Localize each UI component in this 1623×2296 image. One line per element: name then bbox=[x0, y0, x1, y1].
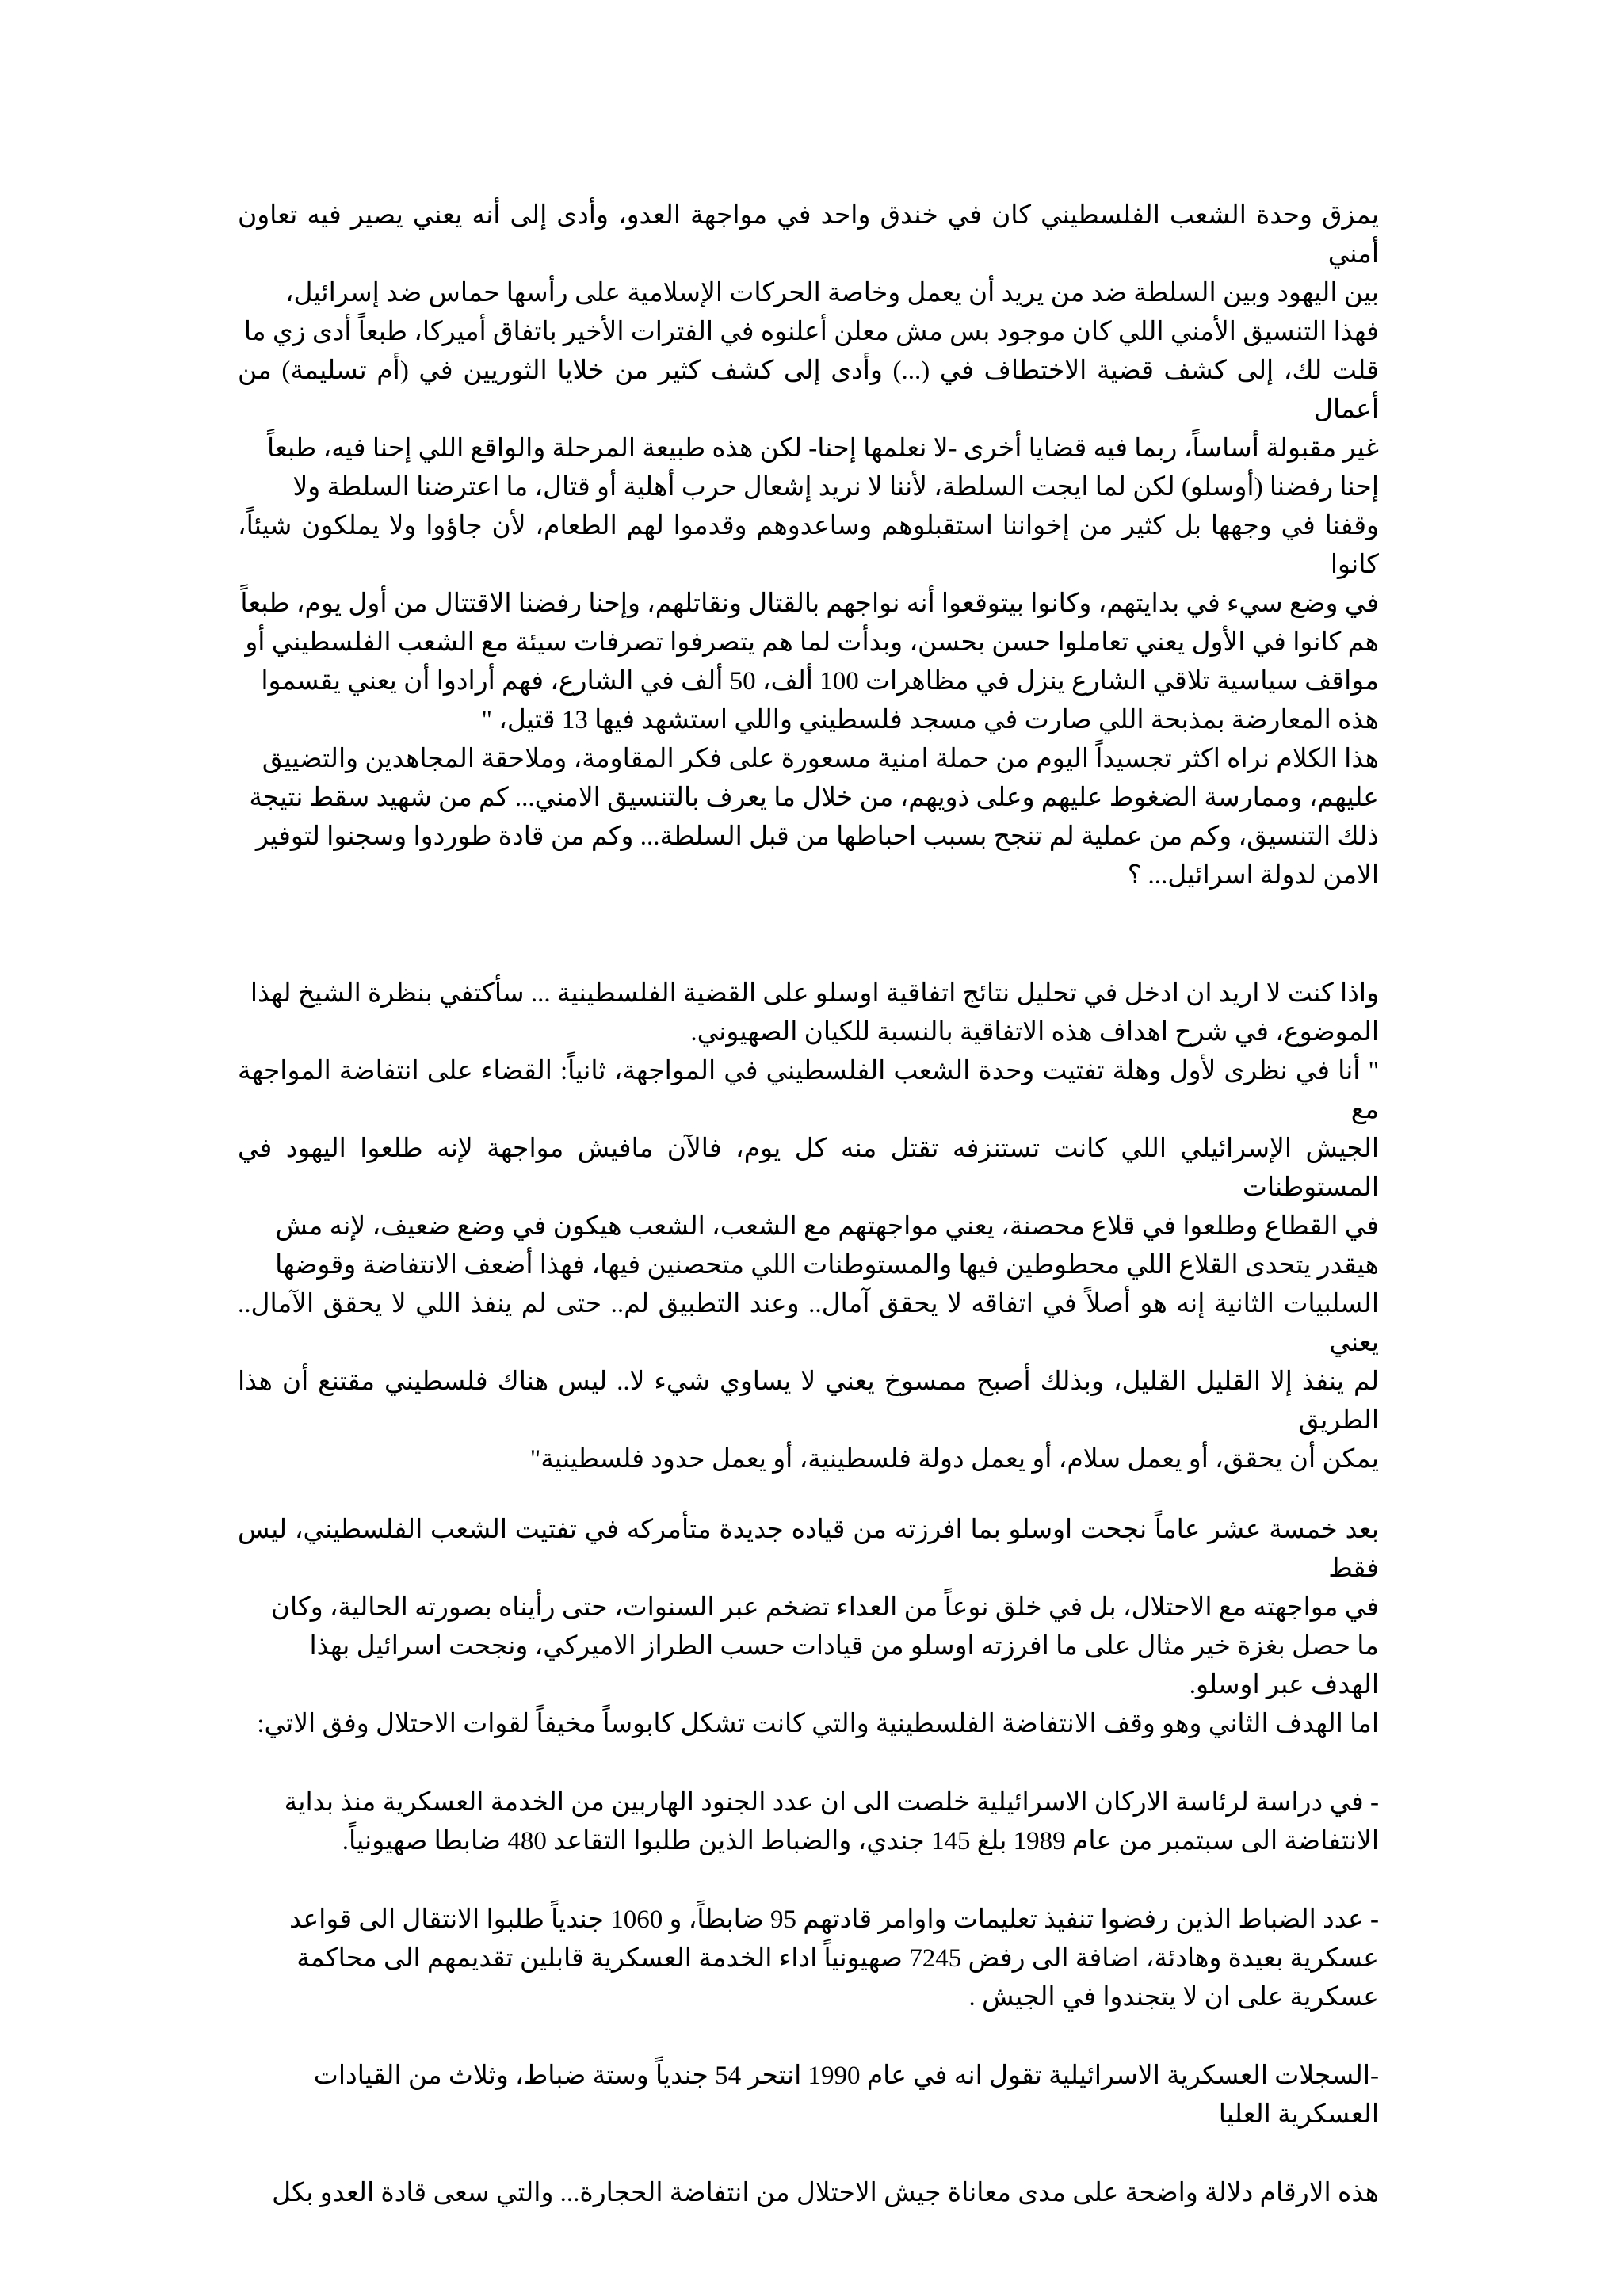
text-line: واذا كنت لا اريد ان ادخل في تحليل نتائج اتفاقية اوسلو على القضية الفلسطينية ... سأكتفي بنظرة الشيخ لهذا bbox=[250, 979, 1379, 1008]
text-line: إحنا رفضنا (أوسلو) لكن لما ايجت السلطة، لأننا لا نريد إشعال حرب أهلية أو قتال، ما اعترضنا السلطة ولا bbox=[292, 473, 1379, 502]
text-line: هم كانوا في الأول يعني تعاملوا حسن بحسن، وبدأت لما هم يتصرفوا تصرفات سيئة مع الشعب الفلسطيني أو bbox=[245, 628, 1379, 657]
text-line: - عدد الضباط الذين رفضوا تنفيذ تعليمات واوامر قادتهم 95 ضابطاً، و 1060 جندياً طلبوا الانتقال الى قواعد bbox=[289, 1905, 1379, 1934]
spacer bbox=[238, 1744, 1379, 1783]
spacer bbox=[238, 1861, 1379, 1901]
text-line: اما الهدف الثاني وهو وقف الانتفاضة الفلسطينية والتي كانت تشكل كابوساً مخيفاً لقوات الاحتلال وفق الاتي: bbox=[257, 1710, 1379, 1738]
paragraph-6 bbox=[238, 1705, 1379, 1744]
document-page bbox=[238, 196, 1379, 2213]
text-line: بين اليهود وبين السلطة ضد من يريد أن يعمل وخاصة الحركات الإسلامية على رأسها حماس ضد إسرائيل، bbox=[285, 279, 1379, 307]
text-line: الانتفاضة الى سبتمبر من عام 1989 بلغ 145 جندي، والضباط الذين طلبوا التقاعد 480 ضابطا صهيونياً. bbox=[342, 1827, 1379, 1855]
paragraph-1 bbox=[238, 196, 1379, 740]
text-line: يمزق وحدة الشعب الفلسطيني كان في خندق واحد في مواجهة العدو، وأدى إلى أنه يعني يصير فيه تعاون أمني bbox=[238, 201, 1379, 269]
text-line: عليهم، وممارسة الضغوط عليهم وعلى ذويهم، من خلال ما يعرف بالتنسيق الامني... كم من شهيد سقط نتيجة bbox=[249, 784, 1379, 812]
paragraph-2 bbox=[238, 740, 1379, 895]
paragraph-7-list-item bbox=[238, 1783, 1379, 1861]
text-line: الجيش الإسرائيلي اللي كانت تستنزفه تقتل منه كل يوم، فالآن مافيش مواجهة لإنه طلعوا اليهود في المستوطنات bbox=[238, 1135, 1379, 1202]
text-line: في مواجهته مع الاحتلال، بل في خلق نوعاً من العداء تضخم عبر السنوات، حتى رأيناه بصورته الحالية، وكان bbox=[270, 1593, 1379, 1622]
paragraph-10 bbox=[238, 2174, 1379, 2213]
text-line: بعد خمسة عشر عاماً نجحت اوسلو بما افرزته من قياده جديدة متأمركه في تفتيت الشعب الفلسطيني، ليس فقط bbox=[238, 1516, 1379, 1583]
text-line: -السجلات العسكرية الاسرائيلية تقول انه في عام 1990 انتحر 54 جندياً وستة ضباط، وثلاث من القيادات bbox=[313, 2061, 1379, 2090]
text-line: هذه المعارضة بمذبحة اللي صارت في مسجد فلسطيني واللي استشهد فيها 13 قتيل، " bbox=[481, 706, 1379, 734]
text-line: يمكن أن يحقق، أو يعمل سلام، أو يعمل دولة فلسطينية، أو يعمل حدود فلسطينية" bbox=[529, 1445, 1379, 1474]
paragraph-3 bbox=[238, 974, 1379, 1052]
text-line: الموضوع، في شرح اهداف هذه الاتفاقية بالنسبة للكيان الصهيوني. bbox=[690, 1018, 1379, 1047]
paragraph-5 bbox=[238, 1511, 1379, 1705]
spacer bbox=[238, 2134, 1379, 2174]
text-line: العسكرية العليا bbox=[1218, 2100, 1379, 2129]
paragraph-9-list-item bbox=[238, 2057, 1379, 2134]
text-line: مواقف سياسية تلاقي الشارع ينزل في مظاهرات 100 ألف، 50 ألف في الشارع، فهم أرادوا أن يعني يقسموا bbox=[261, 667, 1379, 696]
text-line: عسكرية بعيدة وهادئة، اضافة الى رفض 7245 صهيونياً اداء الخدمة العسكرية قابلين تقديمهم الى محاكمة bbox=[296, 1944, 1379, 1973]
paragraph-8-list-item bbox=[238, 1901, 1379, 2017]
text-line: غير مقبولة أساساً، ربما فيه قضايا أخرى -لا نعلمها إحنا- لكن هذه طبيعة المرحلة والواقع اللي إحنا فيه، طبعاً bbox=[267, 434, 1379, 463]
spacer bbox=[238, 1479, 1379, 1511]
text-line: في القطاع وطلعوا في قلاع محصنة، يعني مواجهتهم مع الشعب، الشعب هيكون في وضع ضعيف، لإنه مش bbox=[275, 1212, 1379, 1241]
spacer bbox=[238, 2017, 1379, 2057]
text-line: لم ينفذ إلا القليل القليل، وبذلك أصبح ممسوخ يعني لا يساوي شيء لا.. ليس هناك فلسطيني مقتنع أن هذا الطريق bbox=[238, 1367, 1379, 1435]
paragraph-4-quote bbox=[238, 1052, 1379, 1479]
text-line: وقفنا في وجهها بل كثير من إخواننا استقبلوهم وساعدوهم وقدموا لهم الطعام، لأن جاؤوا ولا يملكون شيئاً، كانوا bbox=[238, 512, 1379, 579]
text-line: ما حصل بغزة خير مثال على ما افرزته اوسلو من قيادات حسب الطراز الاميركي، ونجحت اسرائيل بهذا bbox=[309, 1632, 1379, 1661]
text-line: السلبيات الثانية إنه هو أصلاً في اتفاقه لا يحقق آمال.. وعند التطبيق لم.. حتى لم ينفذ اللي لا يحقق الآمال.. يعني bbox=[238, 1290, 1379, 1357]
text-line: عسكرية على ان لا يتجندوا في الجيش . bbox=[968, 1983, 1379, 2012]
text-line: " أنا في نظرى لأول وهلة تفتيت وحدة الشعب الفلسطيني في المواجهة، ثانياً: القضاء على انتفاضة المواجهة مع bbox=[238, 1057, 1379, 1124]
text-line: - في دراسة لرئاسة الاركان الاسرائيلية خلصت الى ان عدد الجنود الهاربين من الخدمة العسكرية منذ بداية bbox=[284, 1788, 1379, 1817]
text-line: ذلك التنسيق، وكم من عملية لم تنجح بسبب احباطها من قبل السلطة... وكم من قادة طوردوا وسجنوا لتوفير bbox=[255, 822, 1379, 851]
text-line: في وضع سيء في بدايتهم، وكانوا بيتوقعوا أنه نواجهم بالقتال ونقاتلهم، وإحنا رفضنا الاقتتال من أول يوم، طبعاً bbox=[240, 589, 1379, 618]
spacer bbox=[238, 895, 1379, 974]
text-line: فهذا التنسيق الأمني اللي كان موجود بس مش معلن أعلنوه في الفترات الأخير باتفاق أميركا، طبعاً أدى زي ما bbox=[243, 318, 1379, 346]
text-line: هذا الكلام نراه اكثر تجسيداً اليوم من حملة امنية مسعورة على فكر المقاومة، وملاحقة المجاهدين والتضييق bbox=[262, 745, 1379, 773]
text-line: هيقدر يتحدى القلاع اللي محطوطين فيها والمستوطنات اللي متحصنين فيها، فهذا أضعف الانتفاضة وقوضها bbox=[275, 1251, 1379, 1280]
text-line: قلت لك، إلى كشف قضية الاختطاف في (...) وأدى إلى كشف كثير من خلايا الثوريين في (أم تسليمة) من أعمال bbox=[238, 357, 1379, 424]
text-line: هذه الارقام دلالة واضحة على مدى معاناة جيش الاحتلال من انتفاضة الحجارة... والتي سعى قادة العدو بكل bbox=[272, 2179, 1379, 2207]
text-line: الامن لدولة اسرائيل... ؟ bbox=[1127, 861, 1379, 890]
text-line: الهدف عبر اوسلو. bbox=[1189, 1671, 1379, 1699]
